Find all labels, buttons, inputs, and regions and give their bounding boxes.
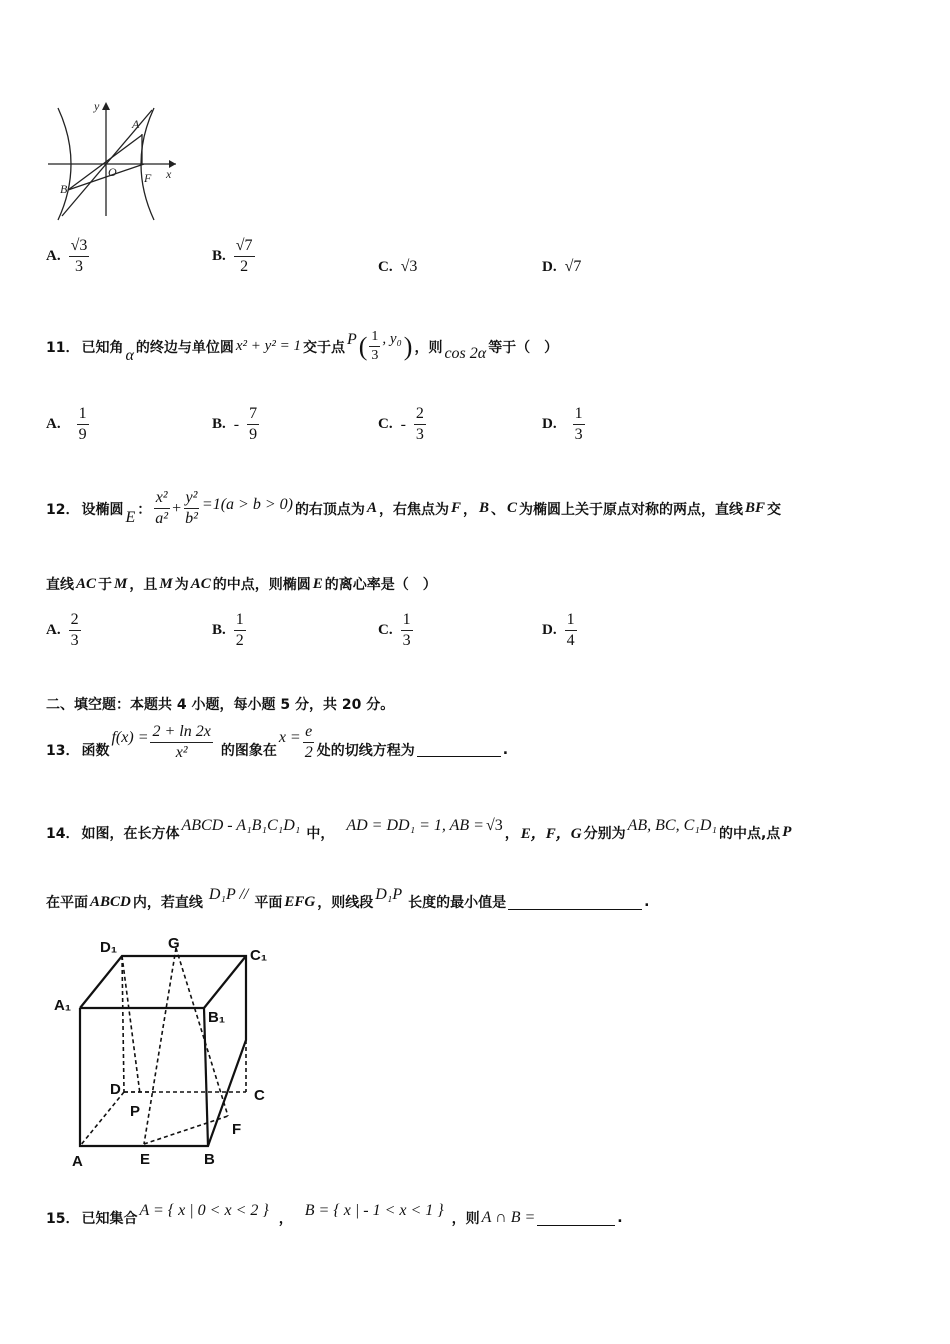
segment-GE bbox=[144, 948, 176, 1144]
q11-option-c[interactable]: C. - $\frac{2}{3}$ bbox=[378, 405, 424, 443]
label-A: A bbox=[72, 1153, 83, 1170]
cuboid-solid-outline bbox=[80, 956, 246, 1146]
option-letter: B. bbox=[212, 248, 226, 264]
answer-blank[interactable] bbox=[537, 1211, 615, 1226]
segment-EF bbox=[144, 1116, 228, 1144]
fraction: $\frac{√7}{2}$ bbox=[235, 237, 253, 275]
fraction: $\frac{√3}{3}$ bbox=[70, 237, 88, 275]
q12-stem-line1: 12． 设椭圆 E ： $\frac{\text{x²}}{\text{a²}}$ + $\frac{\text{y²}}{\text{b²}}$ =1(a > b > 0) 的右顶点为 A ，右焦点为 F ， B 、 C 为椭圆上关于原点对称的两点，直线 BF 交 bbox=[46, 489, 782, 527]
q14-stem-line2: 在平面 ABCD 内，若直线 D₁P // 平面 EFG ，则线段 D₁P 长度的最小值是 . bbox=[46, 886, 650, 911]
label-B1: B₁ bbox=[208, 1009, 226, 1026]
edge-B1B bbox=[204, 1008, 208, 1146]
q11-option-a[interactable]: A. $\frac{1}{9}$ bbox=[46, 405, 87, 443]
label-D1: D₁ bbox=[100, 939, 118, 956]
q11-option-d[interactable]: D. $\frac{1}{3}$ bbox=[542, 405, 583, 443]
q14-stem-line1: 14． 如图，在长方体 ABCD - A₁B₁C₁D₁ 中， AD = DD₁ = 1, AB = √3 ， E，F，G 分别为 AB, BC, C₁D₁ 的中点,点 P bbox=[46, 816, 792, 842]
q11-stem: 11． 已知角 α 的终边与单位圆 x² + y² = 1 交于点 P ( $\frac{1}{3}$ , y₀ ) ，则 cos 2α 等于（ ） bbox=[46, 329, 559, 364]
option-letter: D. bbox=[542, 258, 557, 275]
cuboid-figure bbox=[44, 930, 284, 1174]
label-D: D bbox=[110, 1081, 121, 1098]
line-BA bbox=[68, 135, 142, 190]
q13-stem: 13． 函数 f(x) = $\frac{2 + \ln 2x}{\text{x²}}$ 的图象在 x = $\frac{e}{2}$ 处的切线方程为 . bbox=[46, 723, 509, 761]
label-B: B bbox=[60, 182, 68, 196]
label-O: O bbox=[108, 165, 117, 179]
hyperbola-figure bbox=[44, 98, 184, 224]
label-C1: C₁ bbox=[250, 947, 268, 964]
option-letter: C. bbox=[378, 258, 393, 275]
q12-stem-line2: 直线 AC 于 M ，且 M 为 AC 的中点，则椭圆 E 的离心率是（ ） bbox=[46, 575, 437, 593]
label-C: C bbox=[254, 1087, 265, 1104]
answer-blank[interactable] bbox=[417, 742, 501, 757]
label-y: y bbox=[94, 99, 100, 113]
edge-B1C1 bbox=[204, 956, 246, 1008]
edge-DA bbox=[80, 1092, 124, 1146]
q10-option-d[interactable] bbox=[542, 258, 581, 276]
q15-stem: 15． 已知集合 A = { x | 0 < x < 2 } ， B = { x | - 1 < x < 1 } ，则 A ∩ B = . bbox=[46, 1202, 623, 1227]
segment-D1P bbox=[122, 956, 140, 1094]
q10-option-b[interactable] bbox=[212, 236, 255, 277]
q11-option-b[interactable]: B. - $\frac{7}{9}$ bbox=[212, 405, 258, 443]
label-B: B bbox=[204, 1151, 215, 1168]
q10-option-c[interactable] bbox=[378, 258, 417, 276]
option-value: √7 bbox=[564, 258, 582, 275]
answer-blank[interactable] bbox=[508, 895, 642, 910]
q12-option-b[interactable]: B. $\frac{1}{2}$ bbox=[212, 611, 244, 649]
option-letter: A. bbox=[46, 248, 61, 264]
segment-GF bbox=[176, 948, 228, 1116]
label-G: G bbox=[168, 935, 180, 952]
label-A1: A₁ bbox=[54, 997, 72, 1014]
label-F: F bbox=[232, 1121, 242, 1138]
section-heading: 二、填空题：本题共 4 小题，每小题 5 分，共 20 分。 bbox=[46, 697, 395, 713]
label-x: x bbox=[166, 167, 172, 181]
q12-option-a[interactable]: A. $\frac{2}{3}$ bbox=[46, 611, 79, 649]
label-F: F bbox=[144, 171, 152, 185]
label-E: E bbox=[140, 1151, 151, 1168]
edge-D1D bbox=[122, 956, 124, 1092]
q12-option-c[interactable]: C. $\frac{1}{3}$ bbox=[378, 611, 411, 649]
option-value: √3 bbox=[400, 258, 418, 275]
q12-option-d[interactable]: D. $\frac{1}{4}$ bbox=[542, 611, 575, 649]
q10-option-a[interactable] bbox=[46, 236, 89, 277]
label-A: A bbox=[132, 117, 140, 131]
label-P: P bbox=[130, 1103, 141, 1120]
